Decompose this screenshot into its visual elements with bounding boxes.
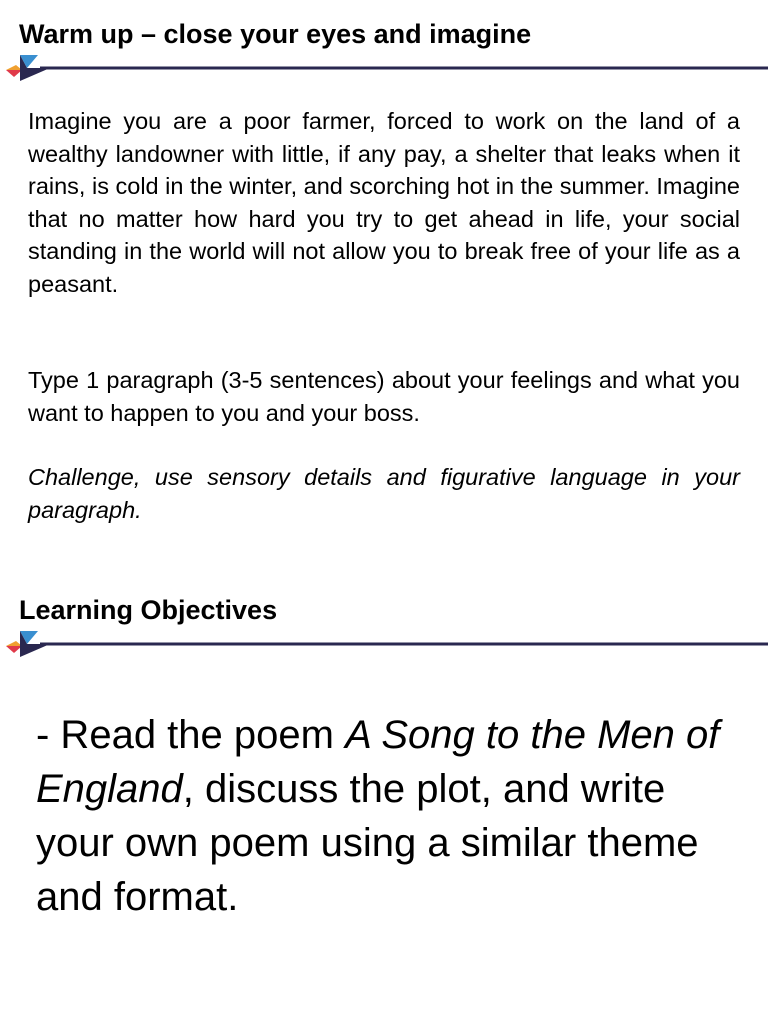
warmup-title: Warm up – close your eyes and imagine bbox=[19, 19, 532, 49]
task-paragraph: Type 1 paragraph (3-5 sentences) about your feelings and what you want to happen to you and your boss. bbox=[28, 367, 740, 426]
section-divider bbox=[0, 53, 768, 83]
objectives-title: Learning Objectives bbox=[19, 595, 278, 625]
imagine-paragraph: Imagine you are a poor farmer, forced to work on the land of a wealthy landowner with little, if any pay, a shelter that leaks when it rains, is cold in the winter, and scorching hot in the summer. Imagine that no matter how hard you try to get ahead in life, your social standing in the world will not allow you to break free of your life as a peasant. bbox=[28, 108, 740, 297]
objective-lead: - Read the poem bbox=[36, 713, 346, 757]
challenge-paragraph: Challenge, use sensory details and figurative language in your paragraph. bbox=[28, 464, 740, 523]
poem-title: A Song to the Men of England bbox=[36, 713, 720, 811]
learning-objective bbox=[36, 708, 736, 924]
section-divider bbox=[0, 629, 768, 659]
objective-tail: , discuss the plot, and write your own poem using a similar theme and format. bbox=[36, 767, 699, 919]
